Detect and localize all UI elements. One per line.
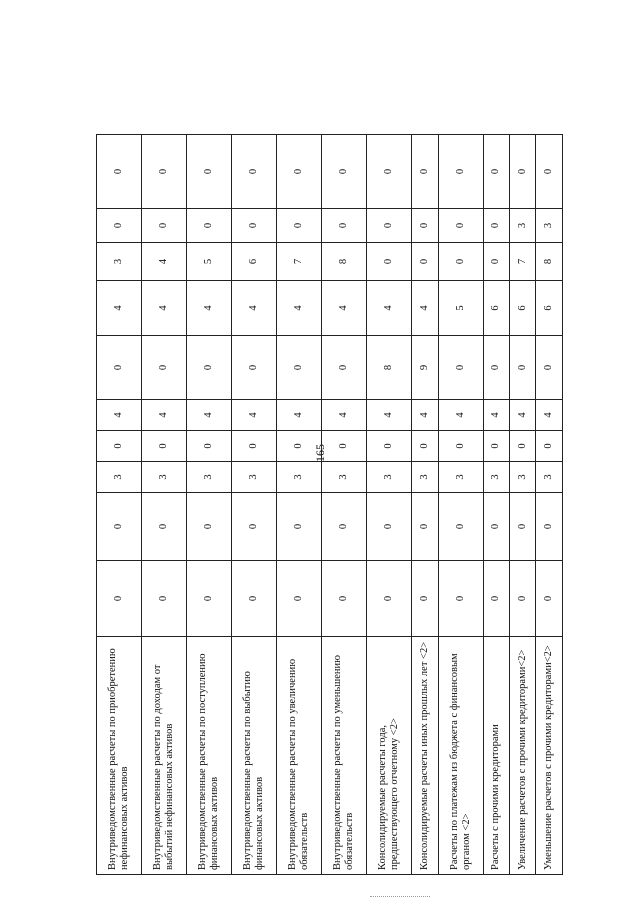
- code-cell: 6: [536, 281, 563, 336]
- code-cell: 0: [412, 493, 438, 561]
- row-name-cell: Внутриведомственные расчеты по поступлению финансовых активов: [187, 637, 232, 875]
- code-cell: 4: [438, 400, 483, 431]
- code-cell: 0: [367, 431, 412, 462]
- code-cell: 0: [367, 493, 412, 561]
- code-cell: 4: [510, 400, 536, 431]
- code-cell: 4: [322, 281, 367, 336]
- code-cell: 0: [232, 493, 277, 561]
- code-cell: 0: [277, 135, 322, 209]
- code-cell: 0: [187, 209, 232, 243]
- code-cell: 0: [277, 209, 322, 243]
- code-cell: 0: [142, 209, 187, 243]
- code-cell: 4: [483, 400, 509, 431]
- code-cell: 0: [322, 493, 367, 561]
- code-cell: 0: [97, 135, 142, 209]
- row-name-cell: Увеличение расчетов с прочими кредиторами<2>: [510, 637, 536, 875]
- code-cell: 0: [142, 493, 187, 561]
- table-row: [142, 135, 187, 875]
- code-cell: 0: [277, 561, 322, 637]
- code-cell: 3: [412, 462, 438, 493]
- code-cell: 0: [97, 493, 142, 561]
- code-cell: 4: [322, 400, 367, 431]
- code-cell: 4: [232, 281, 277, 336]
- code-cell: 0: [322, 561, 367, 637]
- code-cell: 0: [438, 135, 483, 209]
- code-cell: 0: [412, 561, 438, 637]
- code-cell: 0: [438, 336, 483, 400]
- code-cell: 0: [483, 336, 509, 400]
- code-cell: 8: [367, 336, 412, 400]
- row-name-cell: Внутриведомственные расчеты по приобретению нефинансовых активов: [97, 637, 142, 875]
- table-row: [232, 135, 277, 875]
- table-row: [536, 135, 563, 875]
- code-cell: 4: [97, 281, 142, 336]
- code-cell: 0: [322, 336, 367, 400]
- code-cell: 8: [536, 243, 563, 281]
- row-name-cell: Расчеты по платежам из бюджета с финансовым органом <2>: [438, 637, 483, 875]
- code-cell: 0: [277, 493, 322, 561]
- table-body: [97, 135, 563, 875]
- code-cell: 0: [97, 336, 142, 400]
- table-row: [438, 135, 483, 875]
- code-cell: 0: [97, 561, 142, 637]
- code-cell: 3: [438, 462, 483, 493]
- code-cell: 0: [483, 431, 509, 462]
- code-cell: 0: [536, 561, 563, 637]
- code-cell: 0: [322, 209, 367, 243]
- code-cell: 0: [232, 135, 277, 209]
- code-cell: 4: [97, 400, 142, 431]
- code-cell: 0: [536, 431, 563, 462]
- table-row: [510, 135, 536, 875]
- code-cell: 0: [438, 431, 483, 462]
- code-cell: 0: [187, 336, 232, 400]
- code-cell: 0: [412, 243, 438, 281]
- code-cell: 7: [277, 243, 322, 281]
- code-cell: 4: [412, 281, 438, 336]
- code-cell: 3: [536, 462, 563, 493]
- code-cell: 4: [367, 400, 412, 431]
- code-cell: 0: [142, 135, 187, 209]
- code-cell: 3: [483, 462, 509, 493]
- code-cell: 0: [142, 336, 187, 400]
- code-cell: 0: [412, 209, 438, 243]
- code-cell: 3: [536, 209, 563, 243]
- code-cell: 0: [97, 431, 142, 462]
- code-cell: 4: [187, 281, 232, 336]
- code-cell: 9: [412, 336, 438, 400]
- code-cell: 6: [483, 281, 509, 336]
- code-cell: 0: [483, 135, 509, 209]
- code-cell: 4: [536, 400, 563, 431]
- code-cell: 4: [277, 281, 322, 336]
- code-cell: 0: [367, 135, 412, 209]
- code-cell: 0: [187, 431, 232, 462]
- table-row: [322, 135, 367, 875]
- code-cell: 5: [187, 243, 232, 281]
- code-cell: 3: [277, 462, 322, 493]
- code-cell: 3: [97, 462, 142, 493]
- table-row: [277, 135, 322, 875]
- code-cell: 0: [483, 243, 509, 281]
- code-cell: 0: [412, 431, 438, 462]
- code-cell: 0: [367, 209, 412, 243]
- code-cell: 0: [483, 493, 509, 561]
- code-cell: 0: [510, 561, 536, 637]
- table-row: [412, 135, 438, 875]
- page-number: 165: [313, 444, 327, 462]
- code-cell: 4: [277, 400, 322, 431]
- code-cell: 0: [322, 135, 367, 209]
- code-cell: 3: [322, 462, 367, 493]
- code-cell: 0: [367, 243, 412, 281]
- row-name-cell: Внутриведомственные расчеты по выбытию финансовых активов: [232, 637, 277, 875]
- code-cell: 6: [510, 281, 536, 336]
- code-cell: 0: [510, 336, 536, 400]
- code-cell: 0: [97, 209, 142, 243]
- code-cell: 0: [322, 431, 367, 462]
- code-cell: 0: [232, 431, 277, 462]
- code-cell: 0: [510, 431, 536, 462]
- code-cell: 0: [277, 431, 322, 462]
- code-cell: 4: [142, 281, 187, 336]
- code-cell: 3: [232, 462, 277, 493]
- code-cell: 0: [438, 243, 483, 281]
- row-name-cell: Внутриведомственные расчеты по доходам от выбытий нефинансовых активов: [142, 637, 187, 875]
- code-cell: 0: [510, 493, 536, 561]
- code-cell: 7: [510, 243, 536, 281]
- code-cell: 3: [97, 243, 142, 281]
- code-cell: 4: [187, 400, 232, 431]
- row-name-cell: Уменьшение расчетов с прочими кредиторами<2>: [536, 637, 563, 875]
- rotated-table-container: [96, 135, 563, 875]
- code-cell: 0: [367, 561, 412, 637]
- code-cell: 3: [142, 462, 187, 493]
- code-cell: 0: [187, 561, 232, 637]
- code-cell: 6: [232, 243, 277, 281]
- table-row: [97, 135, 142, 875]
- scan-edge-mark: [370, 896, 430, 898]
- code-cell: 0: [483, 561, 509, 637]
- row-name-cell: Внутриведомственные расчеты по увеличению обязательств: [277, 637, 322, 875]
- row-name-cell: Расчеты с прочими кредиторами: [483, 637, 509, 875]
- code-cell: 4: [142, 400, 187, 431]
- code-cell: 0: [536, 493, 563, 561]
- code-cell: 4: [412, 400, 438, 431]
- code-cell: 0: [187, 135, 232, 209]
- table-row: [483, 135, 509, 875]
- code-cell: 3: [187, 462, 232, 493]
- table-row: [187, 135, 232, 875]
- code-cell: 0: [232, 336, 277, 400]
- code-cell: 0: [483, 209, 509, 243]
- code-cell: 0: [142, 561, 187, 637]
- code-cell: 0: [142, 431, 187, 462]
- code-cell: 0: [232, 209, 277, 243]
- code-cell: 0: [438, 561, 483, 637]
- code-cell: 8: [322, 243, 367, 281]
- accounts-table: [96, 134, 563, 875]
- code-cell: 0: [277, 336, 322, 400]
- table-row: [367, 135, 412, 875]
- code-cell: 5: [438, 281, 483, 336]
- code-cell: 4: [232, 400, 277, 431]
- code-cell: 3: [510, 209, 536, 243]
- code-cell: 0: [536, 336, 563, 400]
- code-cell: 0: [412, 135, 438, 209]
- code-cell: 0: [187, 493, 232, 561]
- code-cell: 0: [438, 493, 483, 561]
- code-cell: 3: [510, 462, 536, 493]
- code-cell: 4: [367, 281, 412, 336]
- code-cell: 0: [536, 135, 563, 209]
- code-cell: 4: [142, 243, 187, 281]
- code-cell: 0: [438, 209, 483, 243]
- row-name-cell: Консолидируемые расчеты года, предшествующего отчетному <2>: [367, 637, 412, 875]
- code-cell: 3: [367, 462, 412, 493]
- code-cell: 0: [510, 135, 536, 209]
- code-cell: 0: [232, 561, 277, 637]
- row-name-cell: Внутриведомственные расчеты по уменьшению обязательств: [322, 637, 367, 875]
- row-name-cell: Консолидируемые расчеты иных прошлых лет <2>: [412, 637, 438, 875]
